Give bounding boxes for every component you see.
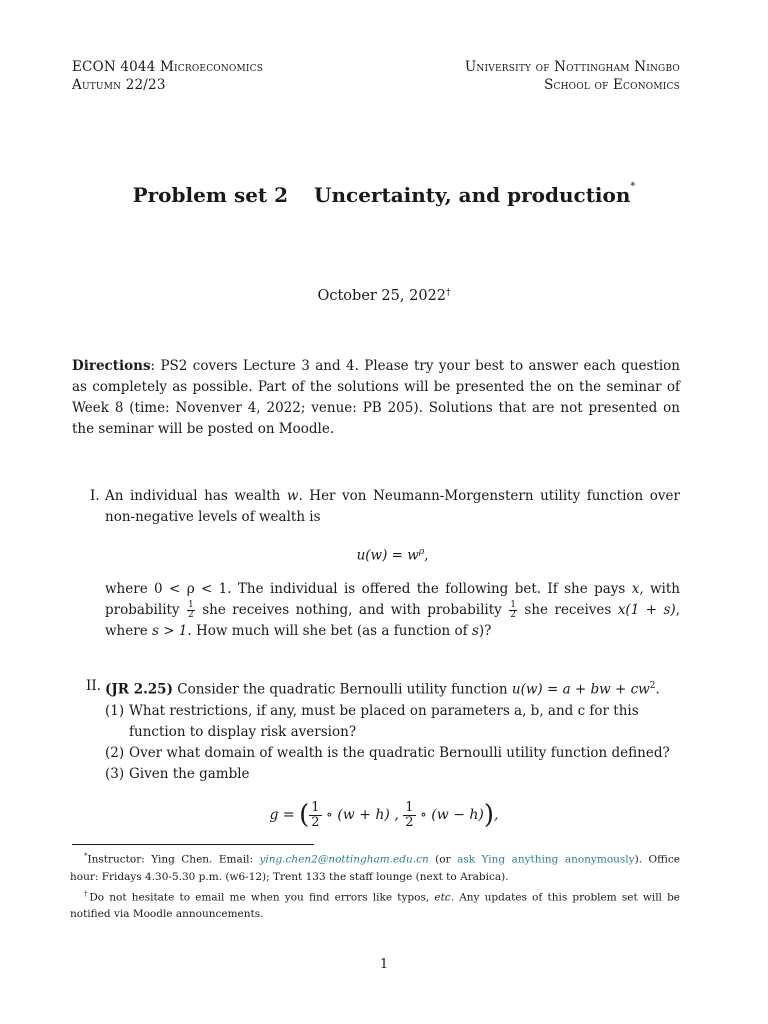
date-text: October 25, 2022 <box>317 288 447 304</box>
text-run: she receives <box>517 601 618 618</box>
text-run: An individual has wealth <box>105 488 287 504</box>
document-date <box>0 288 768 304</box>
text-run: . How much will she bet (as a function of <box>187 622 472 639</box>
text-run: . Her von Neumann-Morgenstern utility function over non-negative levels of wealth is <box>105 488 680 525</box>
question-body <box>105 676 680 701</box>
fraction <box>403 801 415 830</box>
school-name: School of Economics <box>544 77 680 93</box>
subquestion-number: (2) <box>105 744 125 761</box>
text-run: where 0 < ρ < 1. The individual is offered the following bet. If she pays <box>105 580 632 597</box>
fraction-numerator: 1 <box>405 799 414 815</box>
text-run: Instructor: Ying Chen. Email: <box>87 853 260 866</box>
text-run: . <box>655 681 660 698</box>
subquestion-number: (3) <box>105 765 125 782</box>
fraction-denominator: 2 <box>510 609 516 620</box>
directions-label: Directions <box>72 358 151 374</box>
footnote-mark[interactable]: † <box>446 288 451 298</box>
problem-set-label: Problem set 2 <box>132 183 289 207</box>
fraction <box>187 601 195 620</box>
fraction-denominator: 2 <box>188 609 194 620</box>
university-name: University of Nottingham Ningbo <box>464 59 680 75</box>
math-expr: s > 1 <box>151 622 188 639</box>
fraction <box>309 801 321 830</box>
fraction-denominator: 2 <box>405 814 414 830</box>
text-run: (or <box>428 853 458 866</box>
directions-paragraph <box>72 356 680 440</box>
document-title <box>0 183 768 207</box>
subquestion <box>105 743 680 764</box>
question-2 <box>72 676 680 785</box>
equation-text: u(w) = w <box>356 547 419 564</box>
text-run: etc <box>434 891 451 903</box>
fraction-denominator: 2 <box>311 814 320 830</box>
gamble-lhs: g = <box>269 807 295 823</box>
footnote-rule <box>72 844 314 845</box>
header-right <box>465 58 680 94</box>
question-1 <box>72 486 680 642</box>
math-expr: x(1 + s) <box>617 601 676 618</box>
anonymous-question-link[interactable]: ask Ying anything anonymously <box>457 853 635 866</box>
footnote-mark[interactable]: * <box>630 181 636 192</box>
course-name: ECON 4044 Microeconomics <box>72 59 264 75</box>
text-run: )? <box>478 622 492 639</box>
term: Autumn 22/23 <box>72 77 166 93</box>
subquestion-text: Over what domain of wealth is the quadratic Bernoulli utility function defined? <box>129 744 670 761</box>
footnote-mark: † <box>84 889 90 898</box>
page-number: 1 <box>379 957 389 972</box>
subquestion-text: What restrictions, if any, must be placed on parameters a, b, and c for this function to display risk aversion? <box>129 702 639 740</box>
subquestion <box>105 764 680 785</box>
equation-tail: , <box>424 547 429 564</box>
math-var: x <box>631 580 640 597</box>
header-left <box>72 58 263 94</box>
footnote-mark: * <box>84 852 88 860</box>
gamble-term: ∘ (w − h) <box>419 807 484 823</box>
paren-close: ) <box>483 800 495 830</box>
math-expr: u(w) = a + bw + cw <box>511 681 650 698</box>
fraction-numerator: 1 <box>510 599 516 610</box>
text-run: . Any updates of this problem set will be notified via Moodle announcements. <box>70 891 681 920</box>
math-var: w <box>286 488 299 504</box>
footnote <box>70 886 680 924</box>
question-number: II. <box>86 678 101 694</box>
math-exponent: 2 <box>649 681 656 691</box>
paren-open: ( <box>299 800 310 830</box>
footnote <box>70 848 680 886</box>
fraction <box>509 601 517 620</box>
text-run: , with probability <box>105 580 680 618</box>
math-var: s <box>471 622 479 639</box>
text-run: , where <box>105 601 680 639</box>
problem-set-topic: Uncertainty, and production <box>314 183 631 207</box>
fraction-numerator: 1 <box>311 799 320 815</box>
text-run: Consider the quadratic Bernoulli utility function <box>172 681 512 698</box>
subquestion-number: (1) <box>105 702 125 719</box>
fraction-numerator: 1 <box>188 599 194 610</box>
text-run: ). Office hour: Fridays 4.30-5.30 p.m. (w6-12); Trent 133 the staff lounge (next to Arabica). <box>70 853 681 883</box>
question-reference: (JR 2.25) <box>105 681 173 698</box>
directions-text: : PS2 covers Lecture 3 and 4. Please try your best to answer each question as completely as possible. Part of the solutions will be presented the on the seminar of Week 8 (time: Novenver 4, 2022; venue: PB 205). Solutions that are not presented on the seminar will be posted on Moodle. <box>72 358 680 437</box>
text-run: she receives nothing, and with probability <box>195 601 509 618</box>
utility-equation <box>105 542 680 567</box>
footnotes <box>72 848 680 923</box>
text-run: Do not hesitate to email me when you find errors like typos, <box>89 891 435 903</box>
question-body <box>105 486 680 642</box>
gamble-equation <box>0 800 768 830</box>
question-number: I. <box>90 488 100 504</box>
subquestion <box>105 701 680 743</box>
email-link[interactable]: ying.chen2@nottingham.edu.cn <box>259 853 429 866</box>
subquestion-text: Given the gamble <box>129 765 250 782</box>
equation-exponent: ρ <box>418 547 425 557</box>
gamble-term: ∘ (w + h) , <box>326 807 399 823</box>
gamble-tail: , <box>494 807 499 823</box>
